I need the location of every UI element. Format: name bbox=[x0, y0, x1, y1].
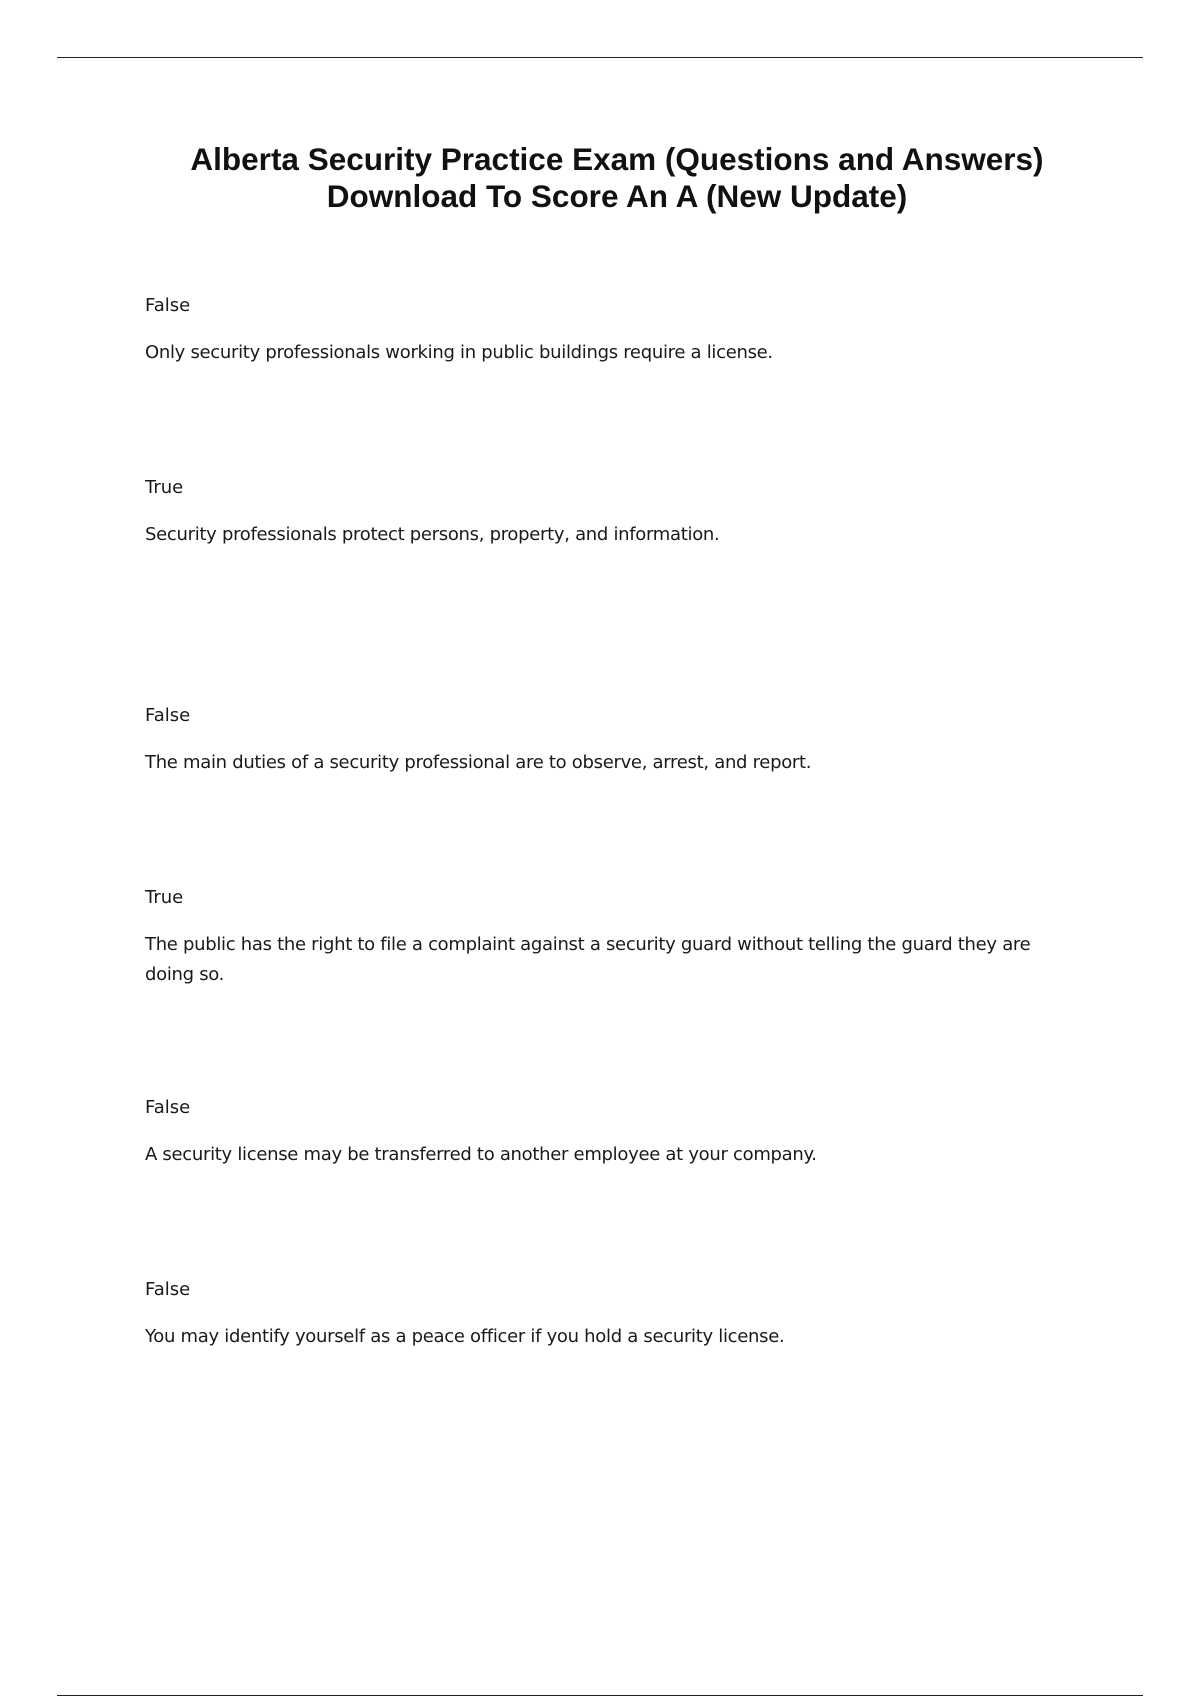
top-divider bbox=[57, 57, 1143, 58]
question-text: The public has the right to file a complaint against a security guard without telling the guard they are doing so. bbox=[145, 934, 1031, 985]
qa-item bbox=[145, 886, 1075, 990]
question-text: Only security professionals working in public buildings require a license. bbox=[145, 342, 773, 363]
qa-item bbox=[145, 704, 1075, 778]
answer-text: True bbox=[145, 477, 184, 498]
answer-text: False bbox=[145, 705, 191, 726]
answer-text: False bbox=[145, 295, 191, 316]
bottom-divider bbox=[57, 1695, 1143, 1696]
question-text: A security license may be transferred to another employee at your company. bbox=[145, 1144, 817, 1165]
question-text: Security professionals protect persons, property, and information. bbox=[145, 524, 720, 545]
title-line-2: Download To Score An A (New Update) bbox=[326, 178, 908, 214]
qa-item bbox=[145, 294, 1075, 368]
answer-text: True bbox=[145, 887, 184, 908]
question-text: The main duties of a security professional are to observe, arrest, and report. bbox=[145, 752, 812, 773]
answer-text: False bbox=[145, 1279, 191, 1300]
qa-item bbox=[145, 476, 1075, 550]
question-text: You may identify yourself as a peace officer if you hold a security license. bbox=[145, 1326, 785, 1347]
qa-item bbox=[145, 1278, 1075, 1352]
title-line-1: Alberta Security Practice Exam (Questions and Answers) bbox=[190, 141, 1044, 177]
answer-text: False bbox=[145, 1097, 191, 1118]
page-title bbox=[0, 141, 1200, 215]
qa-item bbox=[145, 1096, 1075, 1170]
